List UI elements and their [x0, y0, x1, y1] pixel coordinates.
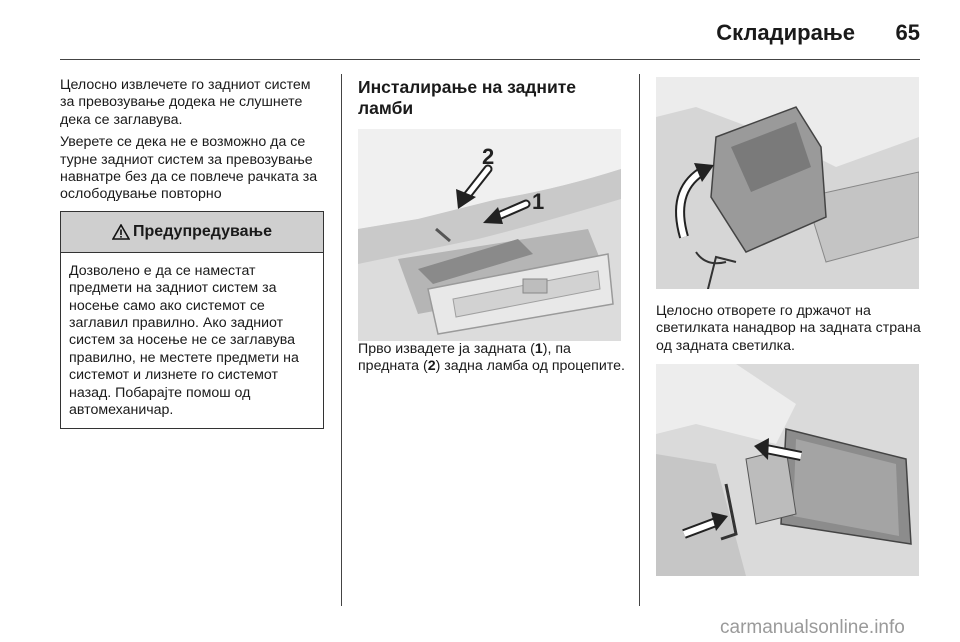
- section-heading: Инсталирање на задните ламби: [358, 77, 577, 118]
- column-divider-left: [341, 74, 342, 606]
- header-divider: [60, 59, 920, 60]
- figure-caption-middle: [358, 341, 626, 376]
- warning-header: [61, 212, 323, 253]
- page-number: 65: [895, 20, 920, 45]
- lamp-unit-release-illustration: [656, 364, 919, 576]
- caption-reference-1: 1: [534, 341, 543, 357]
- callout-label-2: 2: [482, 144, 495, 169]
- warning-title: Предупредување: [133, 222, 272, 240]
- page-title: Складирање: [716, 20, 855, 45]
- lamp-holder-open-illustration: [656, 77, 919, 289]
- caption-text: ) задна ламба од процепите.: [435, 358, 625, 375]
- warning-triangle-icon: [112, 224, 130, 240]
- column-right: [656, 77, 922, 576]
- figure-caption-right: Целосно отворете го држачот на светилката нанадвор на задната страна од задната светилка.: [656, 303, 921, 354]
- column-middle: [358, 77, 626, 381]
- column-left: [60, 77, 325, 429]
- warning-box: [60, 211, 324, 429]
- paragraph-check-engaged: Уверете се дека не е возможно да се турне задниот систем за превозување навнатре без да се повлече рачката за ослободување повторно: [60, 134, 318, 203]
- paragraph-extend-carrier: Целосно извлечете го задниот систем за превозување додека не слушнете дека се заглавува.: [60, 77, 311, 128]
- caption-text: Прво извадете ја задната (: [358, 341, 535, 357]
- caption-reference-2: 2: [427, 358, 436, 375]
- caption-text: ), па предната (: [358, 341, 571, 375]
- rear-lamp-removal-illustration: [358, 129, 621, 341]
- warning-text: Дозволено е да се наместат предмети на задниот систем за носење само ако системот се заглавил правилно. Ако задниот систем за носење не се заглавува правилно, не местете предмети на системот и лизнете го системот назад. Побарајте помош од автомеханичар.: [69, 262, 299, 419]
- column-divider-right: [639, 74, 640, 606]
- watermark: carmanualsonline.info: [720, 617, 905, 638]
- callout-label-1: 1: [532, 189, 545, 214]
